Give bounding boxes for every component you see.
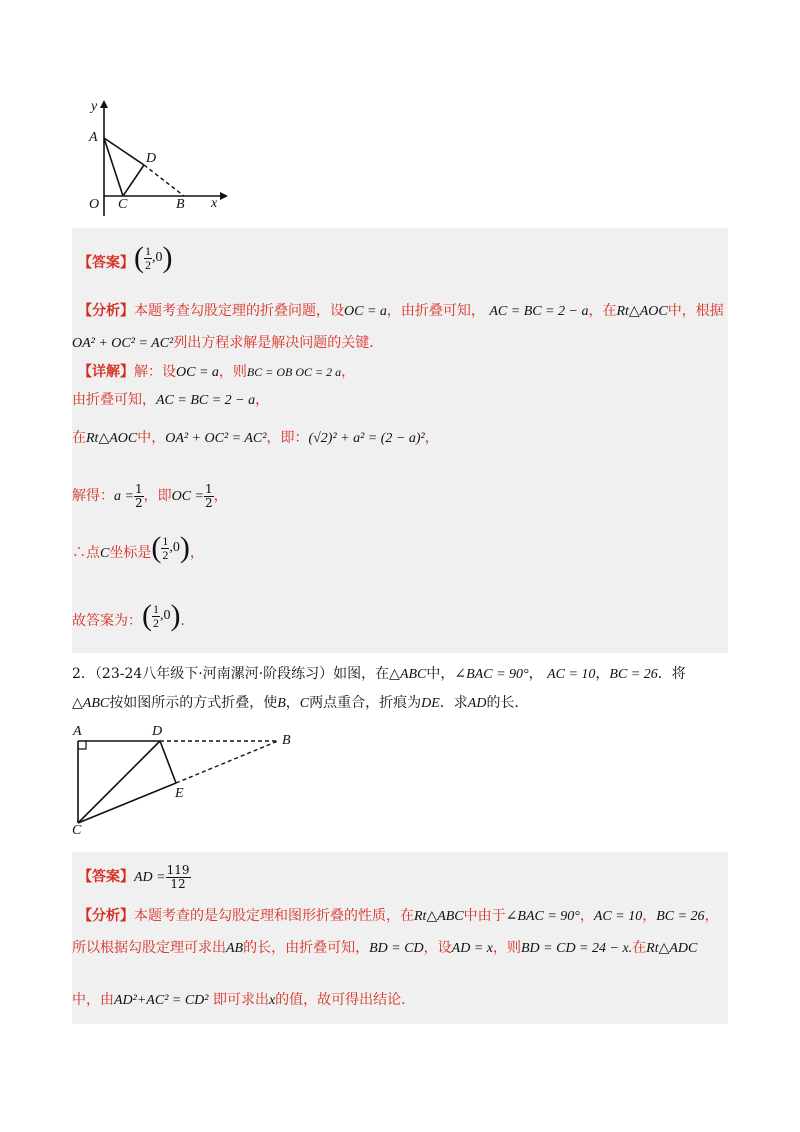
detail-text: ，即： bbox=[266, 430, 309, 446]
question-2-line-1 bbox=[72, 664, 686, 685]
y-axis-arrow-icon bbox=[100, 100, 108, 108]
math-bc: BC = OB OC = 2 a bbox=[246, 365, 342, 379]
analysis-text: ，在 bbox=[588, 303, 617, 319]
detail-text: ． bbox=[180, 613, 195, 629]
question-text: ， bbox=[285, 695, 300, 711]
frac-den: 2 bbox=[134, 495, 143, 510]
detail-text: ，即 bbox=[143, 488, 172, 504]
segment-de bbox=[160, 741, 176, 783]
math-oc-a: OC = a bbox=[344, 304, 387, 319]
analysis2-line-2 bbox=[72, 938, 697, 959]
question-text: ， bbox=[528, 666, 543, 682]
math-oc-eq: OC = bbox=[171, 489, 204, 504]
analysis-text: ，设 bbox=[423, 940, 452, 956]
math-pythag: OA² + OC² = AC² bbox=[72, 336, 174, 351]
point-tail: ,0 bbox=[169, 540, 180, 555]
math-rt-aoc: Rt△AOC bbox=[616, 304, 668, 319]
detail-text: ， bbox=[213, 488, 228, 504]
label-o: O bbox=[89, 197, 100, 212]
math-b: B bbox=[277, 696, 286, 711]
analysis-text: ， bbox=[642, 908, 657, 924]
analysis-text: 本题考查的是勾股定理和图形折叠的性质，在 bbox=[134, 908, 414, 924]
question-text: ， bbox=[595, 666, 610, 682]
detail-text: ，则 bbox=[218, 364, 247, 380]
math-ac: AC = 10 bbox=[593, 909, 643, 924]
figure-2-triangle-diagram bbox=[70, 735, 290, 835]
analysis-text: ， bbox=[579, 908, 594, 924]
detail-line-3 bbox=[72, 428, 439, 449]
detail-text: 坐标是 bbox=[109, 545, 152, 561]
label-x: x bbox=[211, 196, 218, 211]
analysis-text: 本题考查勾股定理的折叠问题，设 bbox=[134, 303, 344, 319]
detail-line-6 bbox=[72, 596, 195, 636]
label-d: D bbox=[146, 151, 157, 166]
detail-line-4 bbox=[72, 478, 228, 514]
analysis-text: 中由于 bbox=[463, 908, 506, 924]
analysis-line-2 bbox=[72, 333, 383, 354]
math-ac-bc: AC = BC = 2 − a bbox=[156, 393, 256, 408]
answer-tag: 【答案】 bbox=[78, 255, 134, 271]
segment-ac bbox=[104, 138, 123, 196]
detail-tag: 【详解】 bbox=[78, 364, 134, 380]
question-2-line-2 bbox=[72, 693, 528, 714]
analysis-text: ，则 bbox=[493, 940, 521, 956]
label-a: A bbox=[89, 130, 98, 145]
math-triangle-abc: △ABC bbox=[72, 696, 110, 711]
detail-text: ， bbox=[189, 545, 204, 561]
detail-text: 解：设 bbox=[134, 364, 176, 380]
analysis-text: 即可求出 bbox=[212, 992, 269, 1008]
frac-den: 2 bbox=[162, 547, 169, 562]
segment-cd bbox=[123, 165, 144, 196]
analysis-tag: 【分析】 bbox=[78, 303, 134, 319]
detail-text: ∴点 bbox=[72, 545, 100, 561]
detail-text: 在 bbox=[72, 430, 86, 446]
analysis-text: ，由折叠可知， bbox=[386, 303, 485, 319]
math-ad: AD bbox=[467, 696, 487, 711]
segment-cd bbox=[78, 741, 160, 823]
math-bd-cd: BD = CD bbox=[369, 941, 424, 956]
math-ac: AC = 10 bbox=[547, 667, 596, 682]
question-text: 两点重合，折痕为 bbox=[309, 695, 422, 711]
analysis2-line-3 bbox=[72, 990, 415, 1011]
label-b: B bbox=[282, 733, 291, 748]
answer-num: 119 bbox=[166, 862, 190, 877]
math-triangle-abc: △ABC bbox=[389, 667, 427, 682]
frac-num: 1 bbox=[134, 481, 143, 496]
answer-den: 2 bbox=[145, 257, 151, 272]
frac-num: 1 bbox=[205, 481, 213, 496]
math-pythag: OA² + OC² = AC² bbox=[165, 431, 267, 446]
answer-point: ( $\frac{1}{2}$ ,0 ) bbox=[134, 238, 173, 278]
analysis-text: 中，由 bbox=[72, 992, 114, 1008]
segment-ce bbox=[78, 783, 176, 823]
detail-text: 故答案为： bbox=[72, 613, 142, 629]
question-text: 的长． bbox=[486, 695, 529, 711]
frac-num: 1 bbox=[162, 533, 169, 548]
question-text: 中， bbox=[426, 666, 455, 682]
x-axis-arrow-icon bbox=[220, 192, 228, 200]
frac-den: 2 bbox=[205, 495, 213, 510]
math-rt-abc: Rt△ABC bbox=[414, 909, 464, 924]
segment-db-dashed bbox=[144, 165, 184, 196]
question-text: ．求 bbox=[439, 695, 468, 711]
analysis-text: ， bbox=[704, 908, 719, 924]
detail-text: 由折叠可知， bbox=[72, 392, 156, 408]
label-c: C bbox=[72, 823, 82, 838]
math-pythag-adc: AD²+AC² = CD² bbox=[114, 993, 209, 1008]
answer-den: 12 bbox=[170, 876, 186, 891]
answer-num: 1 bbox=[145, 243, 151, 258]
math-equation: (√2)² + a² = (2 − a)² bbox=[308, 431, 425, 446]
math-de: DE bbox=[421, 696, 440, 711]
question-text: 按如图所示的方式折叠，使 bbox=[109, 695, 278, 711]
detail-line-5 bbox=[72, 528, 204, 568]
answer-point: ( $\frac{1}{2}$ ,0 ) bbox=[142, 596, 181, 636]
analysis-text: 所以根据勾股定理可求出 bbox=[72, 940, 226, 956]
analysis2-line-1 bbox=[78, 906, 719, 927]
detail-text: 解得： bbox=[72, 488, 114, 504]
analysis-text: 在 bbox=[632, 940, 647, 956]
math-a-eq: a = bbox=[114, 489, 134, 504]
analysis-text: 的长，由折叠可知， bbox=[243, 940, 370, 956]
label-y: y bbox=[91, 99, 98, 114]
math-angle: ∠BAC = 90° bbox=[505, 909, 580, 924]
label-d: D bbox=[152, 724, 163, 739]
frac-num: 1 bbox=[153, 601, 159, 616]
math-ab: AB bbox=[226, 941, 244, 956]
math-oc-a: OC = a bbox=[176, 365, 219, 380]
answer-line-1 bbox=[78, 238, 173, 278]
math-bc: BC = 26 bbox=[609, 667, 658, 682]
answer-line-2 bbox=[78, 860, 191, 894]
math-rt-adc: Rt△ADC bbox=[646, 941, 698, 956]
point-c: ( $\frac{1}{2}$ ,0 ) bbox=[151, 528, 190, 568]
math-ad-eq: AD = bbox=[134, 870, 166, 885]
math-bc: BC = 26 bbox=[656, 909, 705, 924]
analysis-text: 列出方程求解是解决问题的关键． bbox=[173, 335, 384, 351]
label-e: E bbox=[175, 786, 184, 801]
label-a: A bbox=[73, 724, 82, 739]
math-c: C bbox=[100, 546, 110, 561]
analysis-text: 的值，故可得出结论． bbox=[275, 992, 416, 1008]
answer-tag: 【答案】 bbox=[78, 869, 134, 885]
detail-text: ， bbox=[255, 392, 270, 408]
math-c: C bbox=[299, 696, 310, 711]
question-text: ．将 bbox=[657, 666, 686, 682]
detail-text: ， bbox=[424, 430, 439, 446]
math-x: x bbox=[268, 993, 276, 1008]
segment-eb-dashed bbox=[176, 741, 278, 783]
right-angle-marker-icon bbox=[78, 741, 86, 749]
analysis-line-1 bbox=[78, 301, 724, 322]
label-c: C bbox=[118, 197, 128, 212]
math-bd-cd-x: BD = CD = 24 − x. bbox=[521, 941, 633, 956]
math-ac-bc: AC = BC = 2 − a bbox=[489, 304, 589, 319]
point-tail: ,0 bbox=[160, 608, 171, 623]
math-rt-aoc: Rt△AOC bbox=[86, 431, 138, 446]
answer-tail: ,0 bbox=[152, 250, 163, 265]
detail-text: 中， bbox=[137, 430, 166, 446]
detail-line-1 bbox=[78, 362, 355, 383]
segment-ad bbox=[104, 138, 144, 165]
analysis-tag: 【分析】 bbox=[78, 908, 134, 924]
question-text: 2．（23-24八年级下·河南漯河·阶段练习）如图，在 bbox=[72, 666, 390, 682]
frac-den: 2 bbox=[153, 615, 159, 630]
detail-line-2 bbox=[72, 390, 269, 411]
detail-text: ， bbox=[341, 364, 356, 380]
analysis-text: 中，根据 bbox=[667, 303, 724, 319]
label-b: B bbox=[176, 197, 185, 212]
math-ad-x: AD = x bbox=[451, 941, 493, 956]
math-angle: ∠BAC = 90° bbox=[454, 667, 529, 682]
